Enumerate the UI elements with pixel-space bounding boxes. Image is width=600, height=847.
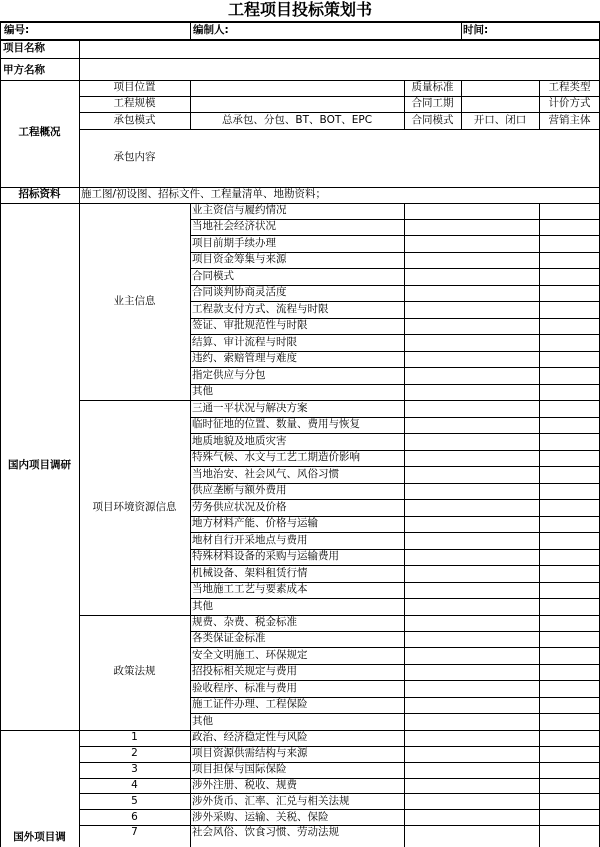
grid-line [0, 39, 600, 41]
environment-item: 特殊气候、水文与工艺工期造价影响 [192, 451, 360, 464]
foreign-item: 项目资源供需结构与来源 [192, 746, 308, 759]
environment-item: 临时征地的位置、数量、费用与恢复 [192, 418, 360, 431]
owner-info-item: 项目前期手续办理 [192, 236, 276, 249]
foreign-item-number: 7 [131, 826, 138, 839]
foreign-item-number: 3 [131, 762, 138, 775]
foreign-item-number: 1 [131, 731, 138, 744]
time-label: 时间: [463, 23, 489, 36]
grid-line [79, 112, 600, 113]
grid-line [0, 203, 600, 204]
grid-line [79, 615, 600, 616]
environment-item: 地材自行开采地点与费用 [192, 533, 308, 546]
grid-line [404, 730, 405, 847]
overview-sales-entity: 营销主体 [548, 113, 591, 126]
environment-item: 供应垄断与额外费用 [192, 484, 287, 497]
foreign-item: 涉外货币、汇率、汇兑与相关法规 [192, 794, 350, 807]
policy-item: 各类保证金标准 [192, 632, 266, 645]
foreign-item-number: 4 [131, 778, 138, 791]
environment-item: 劳务供应状况及价格 [192, 500, 287, 513]
grid-line [79, 129, 600, 130]
overview-contract-form: 合同模式 [411, 113, 454, 126]
foreign-item-number: 2 [131, 746, 138, 759]
owner-info-item: 工程款支付方式、流程与时限 [192, 302, 329, 315]
owner-info-group: 业主信息 [113, 294, 156, 307]
number-label: 编号: [4, 23, 30, 36]
page-title: 工程项目投标策划书 [227, 0, 372, 19]
foreign-item: 涉外注册、税收、规费 [192, 778, 297, 791]
foreign-item: 项目担保与国际保险 [192, 762, 287, 775]
owner-info-item: 结算、审计流程与时限 [192, 335, 297, 348]
foreign-item-number: 6 [131, 810, 138, 823]
environment-item: 地质地貌及地质灾害 [192, 434, 287, 447]
grid-line [79, 809, 600, 810]
grid-line [79, 96, 600, 97]
overview-contract-mode-options: 总承包、分包、BT、BOT、EPC [221, 113, 373, 126]
overview-contract-content: 承包内容 [113, 150, 156, 163]
grid-line [79, 762, 600, 763]
overview-duration: 合同工期 [411, 96, 454, 109]
grid-line [461, 22, 462, 40]
grid-line [539, 730, 540, 847]
grid-line [79, 746, 600, 747]
foreign-item: 社会风俗、饮食习惯、劳动法规 [192, 826, 339, 839]
grid-line [0, 22, 1, 847]
grid-line [0, 58, 600, 59]
grid-line [79, 730, 80, 847]
grid-line [79, 400, 600, 401]
client-name-label: 甲方名称 [3, 63, 45, 76]
overview-quality: 质量标准 [411, 80, 454, 93]
environment-group: 项目环境资源信息 [92, 500, 177, 513]
policy-item: 验收程序、标准与费用 [192, 681, 297, 694]
policy-item: 安全文明施工、环保规定 [192, 648, 308, 661]
owner-info-item: 违约、索赔管理与难度 [192, 352, 297, 365]
environment-item: 当地施工工艺与要素成本 [192, 583, 308, 596]
grid-line [190, 730, 191, 847]
owner-info-item: 合同模式 [192, 269, 234, 282]
environment-item: 其他 [192, 599, 213, 612]
tender-label: 招标资料 [18, 187, 61, 200]
overview-label: 工程概况 [18, 125, 61, 138]
overview-pricing: 计价方式 [548, 96, 591, 109]
grid-line [404, 203, 405, 730]
policy-item: 规费、杂费、税金标准 [192, 615, 297, 628]
domestic-survey-label: 国内项目调研 [8, 459, 71, 472]
overview-contract-form-options: 开口、闭口 [473, 113, 527, 126]
environment-item: 地方材料产能、价格与运输 [192, 517, 318, 530]
environment-item: 三通一平状况与解决方案 [192, 401, 308, 414]
grid-line [190, 22, 191, 40]
owner-info-item: 合同谈判协商灵活度 [192, 286, 287, 299]
foreign-item-number: 5 [131, 794, 138, 807]
project-name-label: 项目名称 [3, 41, 45, 54]
policy-item: 施工证件办理、工程保险 [192, 698, 308, 711]
foreign-item: 涉外采购、运输、关税、保险 [192, 810, 329, 823]
grid-line [0, 21, 600, 23]
owner-info-item: 其他 [192, 385, 213, 398]
overview-location: 项目位置 [113, 80, 156, 93]
owner-info-item: 项目资金筹集与来源 [192, 253, 287, 266]
grid-line [539, 203, 540, 730]
policy-group: 政策法规 [113, 665, 156, 678]
grid-line [79, 825, 600, 826]
environment-item: 机械设备、架料租赁行情 [192, 566, 308, 579]
foreign-survey-label: 国外项目调 [13, 830, 66, 843]
grid-line [79, 40, 80, 80]
policy-item: 招投标相关规定与费用 [192, 665, 297, 678]
owner-info-item: 签证、审批规范性与时限 [192, 319, 308, 332]
owner-info-item: 当地社会经济状况 [192, 220, 276, 233]
grid-line [79, 778, 600, 779]
grid-line [190, 203, 191, 730]
environment-item: 当地治安、社会风气、风俗习惯 [192, 467, 339, 480]
overview-contract-mode: 承包模式 [113, 113, 156, 126]
policy-item: 其他 [192, 714, 213, 727]
grid-line [79, 187, 80, 203]
overview-project-type: 工程类型 [548, 80, 591, 93]
overview-scale: 工程规模 [113, 96, 156, 109]
foreign-item: 政治、经济稳定性与风险 [192, 731, 308, 744]
owner-info-item: 业主资信与履约情况 [192, 203, 287, 216]
environment-item: 特殊材料设备的采购与运输费用 [192, 550, 339, 563]
author-label: 编制人: [193, 23, 229, 36]
owner-info-item: 指定供应与分包 [192, 368, 266, 381]
grid-line [0, 80, 600, 81]
tender-value: 施工图/初设图、招标文件、工程量清单、地勘资料； [81, 187, 327, 200]
